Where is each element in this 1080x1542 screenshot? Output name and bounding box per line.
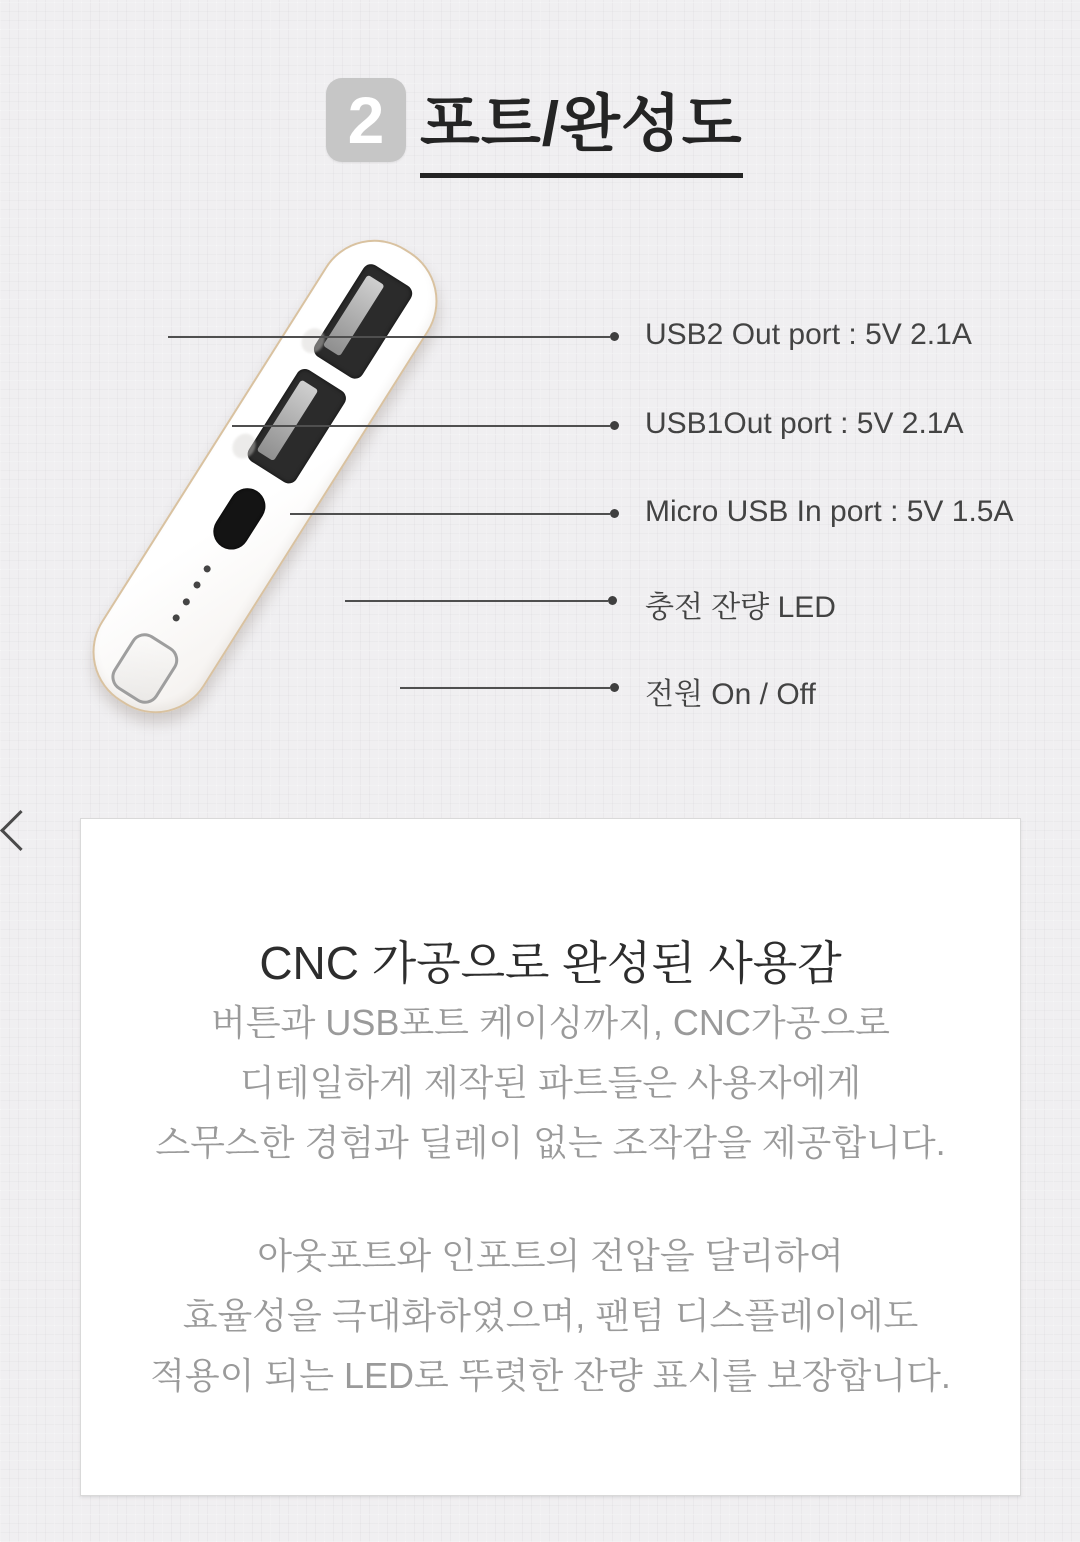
led-indicator-dot <box>171 613 181 623</box>
description-card <box>80 818 1021 1496</box>
callout-line-microusb <box>290 513 610 515</box>
callout-label-usb1: USB1Out port : 5V 2.1A <box>645 407 964 440</box>
callout-line-power <box>400 687 610 689</box>
callout-line-usb1 <box>232 425 610 427</box>
usb-port-tongue <box>257 379 319 461</box>
paragraph-line: 아웃포트와 인포트의 전압을 달리하여 <box>257 1235 844 1276</box>
powerbank-illustration <box>70 218 459 735</box>
page-title: 포트/완성도 <box>420 74 743 178</box>
callout-line-led <box>345 600 608 602</box>
power-button-outline <box>106 628 184 710</box>
callout-dot <box>610 683 619 692</box>
callout-label-microusb: Micro USB In port : 5V 1.5A <box>645 495 1014 528</box>
paragraph-line: 적용이 되는 LED로 뚜렷한 잔량 표시를 보장합니다. <box>150 1355 951 1396</box>
usb2-port <box>311 261 416 382</box>
callout-dot <box>608 596 617 605</box>
callout-dot <box>610 421 619 430</box>
paragraph-line: 효율성을 극대화하였으며, 팬텀 디스플레이에도 <box>182 1295 919 1336</box>
callout-label-power: 전원 On / Off <box>645 678 816 711</box>
callout-line-usb2 <box>168 336 610 338</box>
led-indicator-dot <box>202 564 212 574</box>
paragraph-line: 디테일하게 제작된 파트들은 사용자에게 <box>239 1062 862 1103</box>
usb-port-tongue <box>323 275 385 357</box>
callout-dot <box>610 509 619 518</box>
callout-label-led: 충전 잔량 LED <box>645 591 836 624</box>
paragraph-line: 버튼과 USB포트 케이싱까지, CNC가공으로 <box>211 1002 890 1043</box>
card-paragraph-2 <box>81 1226 1020 1406</box>
callout-label-usb2: USB2 Out port : 5V 2.1A <box>645 318 972 351</box>
back-chevron-icon[interactable] <box>2 812 24 856</box>
micro-usb-port <box>207 481 273 556</box>
card-heading: CNC 가공으로 완성된 사용감 <box>259 937 842 989</box>
section-number-badge: 2 <box>326 78 406 162</box>
led-indicator-dot <box>192 580 202 590</box>
paragraph-line: 스무스한 경험과 딜레이 없는 조작감을 제공합니다. <box>155 1122 946 1163</box>
card-paragraph-1 <box>81 993 1020 1173</box>
callout-dot <box>610 332 619 341</box>
led-indicator-dot <box>182 597 192 607</box>
